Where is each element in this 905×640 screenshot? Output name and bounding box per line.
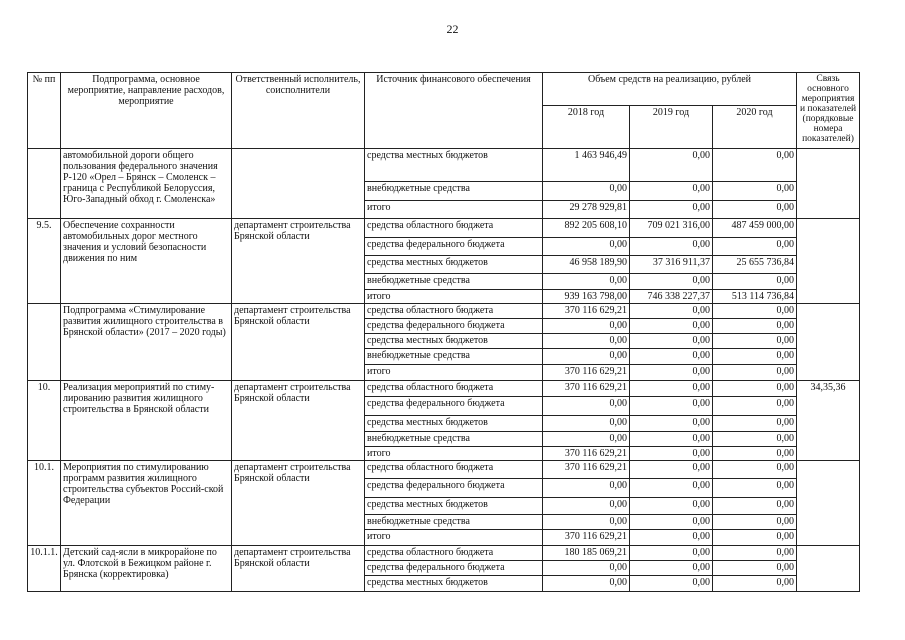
amount-cell: 0,00 <box>713 349 797 365</box>
amount-cell: 0,00 <box>630 304 713 319</box>
row-responsible <box>232 149 365 219</box>
amount-cell: 0,00 <box>713 304 797 319</box>
funding-source: средства федерального бюджета <box>365 238 543 256</box>
amount-cell: 0,00 <box>543 274 630 290</box>
funding-source: средства местных бюджетов <box>365 576 543 592</box>
header-year-2019: 2019 год <box>630 106 713 149</box>
indicator-link <box>797 546 860 592</box>
header-num: № пп <box>28 73 61 149</box>
amount-cell: 0,00 <box>630 182 713 201</box>
amount-cell: 0,00 <box>713 319 797 334</box>
amount-cell: 0,00 <box>713 515 797 530</box>
funding-source: итого <box>365 530 543 546</box>
row-number: 9.5. <box>28 219 61 304</box>
row-responsible: департамент строительства Брянской области <box>232 546 365 592</box>
row-responsible: департамент строительства Брянской области <box>232 304 365 381</box>
amount-cell: 370 116 629,21 <box>543 447 630 461</box>
table-row <box>28 546 860 561</box>
amount-cell: 0,00 <box>713 149 797 182</box>
amount-cell: 0,00 <box>543 349 630 365</box>
row-responsible: департамент строительства Брянской области <box>232 381 365 461</box>
header-row <box>28 73 860 106</box>
amount-cell: 746 338 227,37 <box>630 290 713 304</box>
funding-source: итого <box>365 201 543 219</box>
amount-cell: 0,00 <box>543 515 630 530</box>
funding-source: средства федерального бюджета <box>365 479 543 498</box>
row-name: Подпрограмма «Стимулирование развития жилищного строительства в Брянской области» (2017 – 2020 годы) <box>61 304 232 381</box>
indicator-link <box>797 461 860 546</box>
amount-cell: 0,00 <box>543 432 630 447</box>
amount-cell: 0,00 <box>713 479 797 498</box>
header-responsible: Ответственный исполнитель, соисполнители <box>232 73 365 149</box>
amount-cell: 370 116 629,21 <box>543 530 630 546</box>
amount-cell: 0,00 <box>630 238 713 256</box>
amount-cell: 0,00 <box>713 397 797 416</box>
amount-cell: 25 655 736,84 <box>713 256 797 274</box>
amount-cell: 0,00 <box>630 479 713 498</box>
funding-source: средства федерального бюджета <box>365 397 543 416</box>
header-year-2020: 2020 год <box>713 106 797 149</box>
amount-cell: 0,00 <box>630 498 713 515</box>
amount-cell: 892 205 608,10 <box>543 219 630 238</box>
amount-cell: 0,00 <box>543 319 630 334</box>
amount-cell: 0,00 <box>630 515 713 530</box>
amount-cell: 0,00 <box>543 238 630 256</box>
amount-cell: 0,00 <box>713 432 797 447</box>
amount-cell: 0,00 <box>713 365 797 381</box>
amount-cell: 0,00 <box>713 461 797 479</box>
amount-cell: 180 185 069,21 <box>543 546 630 561</box>
row-responsible: департамент строительства Брянской области <box>232 461 365 546</box>
amount-cell: 0,00 <box>543 498 630 515</box>
amount-cell: 0,00 <box>630 447 713 461</box>
amount-cell: 0,00 <box>713 201 797 219</box>
row-name: Реализация мероприятий по стиму-лированию развития жилищного строительства в Брянской области <box>61 381 232 461</box>
amount-cell: 0,00 <box>630 381 713 397</box>
amount-cell: 0,00 <box>630 416 713 432</box>
table-row <box>28 304 860 319</box>
indicator-link <box>797 304 860 381</box>
funding-source: средства местных бюджетов <box>365 149 543 182</box>
funding-source: средства местных бюджетов <box>365 334 543 349</box>
amount-cell: 0,00 <box>713 576 797 592</box>
amount-cell: 0,00 <box>713 416 797 432</box>
amount-cell: 0,00 <box>543 479 630 498</box>
amount-cell: 0,00 <box>543 561 630 576</box>
amount-cell: 370 116 629,21 <box>543 381 630 397</box>
indicator-link <box>797 149 860 219</box>
funding-source: внебюджетные средства <box>365 349 543 365</box>
funding-source: средства местных бюджетов <box>365 498 543 515</box>
amount-cell: 487 459 000,00 <box>713 219 797 238</box>
header-name: Подпрограмма, основное мероприятие, направление расходов, мероприятие <box>61 73 232 149</box>
indicator-link: 34,35,36 <box>797 381 860 461</box>
row-number <box>28 304 61 381</box>
amount-cell: 370 116 629,21 <box>543 461 630 479</box>
page-number: 22 <box>446 22 459 36</box>
amount-cell: 513 114 736,84 <box>713 290 797 304</box>
amount-cell: 0,00 <box>630 319 713 334</box>
amount-cell: 0,00 <box>630 274 713 290</box>
amount-cell: 0,00 <box>630 334 713 349</box>
amount-cell: 0,00 <box>543 416 630 432</box>
amount-cell: 0,00 <box>630 530 713 546</box>
row-name: Обеспечение сохранности автомобильных дорог местного значения и условий безопасности движения по ним <box>61 219 232 304</box>
table-row <box>28 219 860 238</box>
funding-source: внебюджетные средства <box>365 515 543 530</box>
funding-source: средства федерального бюджета <box>365 561 543 576</box>
row-name: автомобильной дороги общего пользования федерального значения Р-120 «Орел – Брянск – Смоленск – граница с Республикой Белоруссия, Юго-Западный обход г. Смоленска» <box>61 149 232 219</box>
amount-cell: 0,00 <box>630 461 713 479</box>
row-responsible: департамент строительства Брянской области <box>232 219 365 304</box>
header-link: Связь основного мероприятия и показателей (порядковые номера показателей) <box>797 73 860 149</box>
amount-cell: 0,00 <box>630 397 713 416</box>
amount-cell: 0,00 <box>630 561 713 576</box>
amount-cell: 370 116 629,21 <box>543 304 630 319</box>
row-number: 10.1.1. <box>28 546 61 592</box>
funding-source: внебюджетные средства <box>365 182 543 201</box>
amount-cell: 0,00 <box>713 530 797 546</box>
amount-cell: 0,00 <box>713 381 797 397</box>
amount-cell: 0,00 <box>713 238 797 256</box>
funding-source: средства областного бюджета <box>365 546 543 561</box>
indicator-link <box>797 219 860 304</box>
amount-cell: 0,00 <box>630 576 713 592</box>
amount-cell: 0,00 <box>543 182 630 201</box>
header-year-2018: 2018 год <box>543 106 630 149</box>
header-amount: Объем средств на реализацию, рублей <box>543 73 797 106</box>
funding-source: средства областного бюджета <box>365 304 543 319</box>
amount-cell: 370 116 629,21 <box>543 365 630 381</box>
funding-source: средства местных бюджетов <box>365 256 543 274</box>
row-name: Детский сад-ясли в микрорайоне по ул. Флотской в Бежицком районе г. Брянска (корректировка) <box>61 546 232 592</box>
amount-cell: 1 463 946,49 <box>543 149 630 182</box>
amount-cell: 0,00 <box>543 576 630 592</box>
amount-cell: 709 021 316,00 <box>630 219 713 238</box>
amount-cell: 0,00 <box>543 334 630 349</box>
row-number: 10. <box>28 381 61 461</box>
funding-source: средства областного бюджета <box>365 381 543 397</box>
funding-source: итого <box>365 365 543 381</box>
amount-cell: 0,00 <box>713 182 797 201</box>
row-number: 10.1. <box>28 461 61 546</box>
table-row <box>28 461 860 479</box>
row-number <box>28 149 61 219</box>
funding-source: средства областного бюджета <box>365 219 543 238</box>
funding-source: средства федерального бюджета <box>365 319 543 334</box>
financing-table <box>27 72 860 592</box>
funding-source: внебюджетные средства <box>365 432 543 447</box>
amount-cell: 0,00 <box>713 334 797 349</box>
amount-cell: 0,00 <box>713 447 797 461</box>
amount-cell: 0,00 <box>543 397 630 416</box>
amount-cell: 0,00 <box>630 149 713 182</box>
amount-cell: 0,00 <box>713 274 797 290</box>
table-body <box>28 149 860 592</box>
amount-cell: 0,00 <box>630 349 713 365</box>
row-name: Мероприятия по стимулированию программ развития жилищного строительства субъектов Россий-ской Федерации <box>61 461 232 546</box>
amount-cell: 29 278 929,81 <box>543 201 630 219</box>
amount-cell: 0,00 <box>630 546 713 561</box>
amount-cell: 0,00 <box>630 201 713 219</box>
table-row <box>28 149 860 182</box>
amount-cell: 0,00 <box>630 432 713 447</box>
funding-source: средства областного бюджета <box>365 461 543 479</box>
funding-source: итого <box>365 447 543 461</box>
amount-cell: 37 316 911,37 <box>630 256 713 274</box>
table-row <box>28 381 860 397</box>
amount-cell: 0,00 <box>630 365 713 381</box>
amount-cell: 46 958 189,90 <box>543 256 630 274</box>
amount-cell: 939 163 798,00 <box>543 290 630 304</box>
amount-cell: 0,00 <box>713 561 797 576</box>
funding-source: итого <box>365 290 543 304</box>
funding-source: внебюджетные средства <box>365 274 543 290</box>
funding-source: средства местных бюджетов <box>365 416 543 432</box>
amount-cell: 0,00 <box>713 546 797 561</box>
header-source: Источник финансового обеспечения <box>365 73 543 149</box>
amount-cell: 0,00 <box>713 498 797 515</box>
